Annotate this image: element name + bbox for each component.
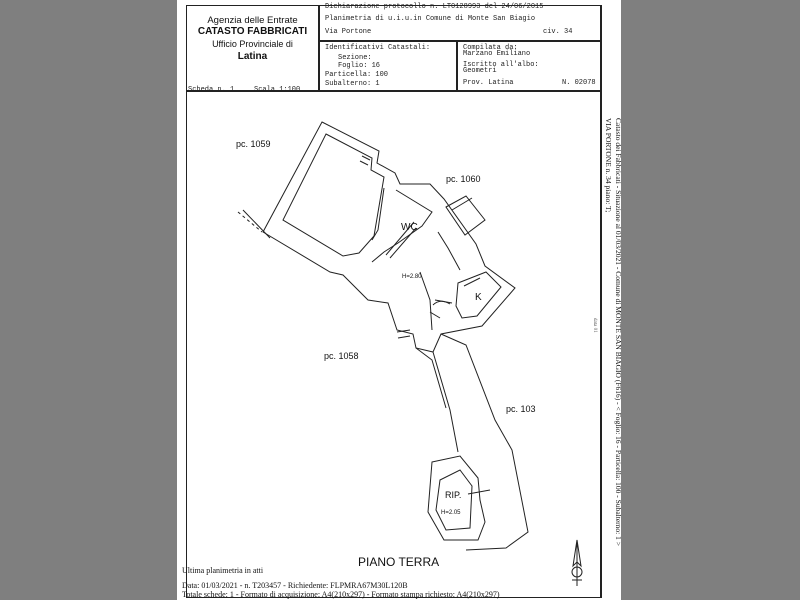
footer-line2: Totale schede: 1 - Formato di acquisizione: A4(210x297) - Formato stampa richiesto: A4(210x297) bbox=[182, 590, 500, 599]
parcel-label: Particella: 100 bbox=[325, 71, 389, 79]
province-name: Latina bbox=[237, 51, 268, 62]
province-label: Prov. Latina bbox=[463, 79, 514, 87]
office-name: Ufficio Provinciale di bbox=[212, 39, 293, 49]
register-label: Iscritto all'albo: bbox=[463, 61, 539, 69]
parcel-1058-label: pc. 1058 bbox=[324, 351, 359, 361]
building-outline bbox=[263, 122, 515, 352]
side-cadastral-text bbox=[603, 118, 623, 580]
civic-number: civ. 34 bbox=[543, 28, 573, 36]
side-text-line2: VIA PORTONE n. 34 piano: T; bbox=[604, 118, 613, 213]
main-room-walls bbox=[283, 134, 384, 256]
storage-label: RIP. bbox=[445, 490, 462, 500]
parcel-1060-label: pc. 1060 bbox=[446, 174, 481, 184]
sheet-label: Foglio: 16 bbox=[338, 62, 381, 70]
height-label-main: H=2.80 bbox=[402, 274, 422, 280]
agency-name: Agenzia delle Entrate bbox=[207, 15, 298, 26]
parcel-1059-label: pc. 1059 bbox=[236, 139, 271, 149]
scheda-label: Scheda n. 1 bbox=[188, 86, 235, 94]
footer-line1: Data: 01/03/2021 - n. T203457 - Richiedente: FLPMRA67M30L120B bbox=[182, 580, 408, 590]
scale-label: Scala 1:100 bbox=[254, 86, 301, 94]
footer bbox=[182, 566, 602, 600]
register-value: Geometri bbox=[463, 67, 497, 75]
wc-label: WC bbox=[401, 222, 418, 233]
passage-outline bbox=[433, 352, 458, 452]
compiled-name: Marzano Emiliano bbox=[463, 50, 531, 58]
cadastral-label: Identificativi Catastali: bbox=[325, 44, 431, 52]
section-label: Sezione: bbox=[338, 54, 372, 62]
side-text-line1: Catasto dei Fabbricati - Situazione al 01/03/2021 - Comune di MONTE SAN BIAGIO (F616) - < Foglio: 16 - Particella: 100 - Subalterno: 1 > bbox=[614, 118, 623, 546]
province-number: N. 02078 bbox=[562, 79, 596, 87]
subunit-label: Subalterno: 1 bbox=[325, 80, 380, 88]
floor-label: PIANO TERRA bbox=[358, 555, 440, 569]
department-name: CATASTO FABBRICATI bbox=[197, 26, 308, 37]
side-small-text: data 01 bbox=[592, 318, 597, 333]
parcel-103-label: pc. 103 bbox=[506, 404, 536, 414]
compiled-label: Compilata da: bbox=[463, 44, 518, 52]
street-line: Via Portone bbox=[325, 28, 372, 36]
kitchen-label: K bbox=[475, 292, 482, 303]
plan-title-line: Planimetria di u.i.u.in Comune di Monte San Biagio bbox=[325, 15, 536, 23]
declaration-line: Dichiarazione protocollo n. LT0128993 del 24/06/2015 bbox=[325, 3, 544, 11]
footer-note: Ultima planimetria in atti bbox=[182, 566, 264, 575]
height-label-storage: H=2.05 bbox=[441, 510, 461, 516]
